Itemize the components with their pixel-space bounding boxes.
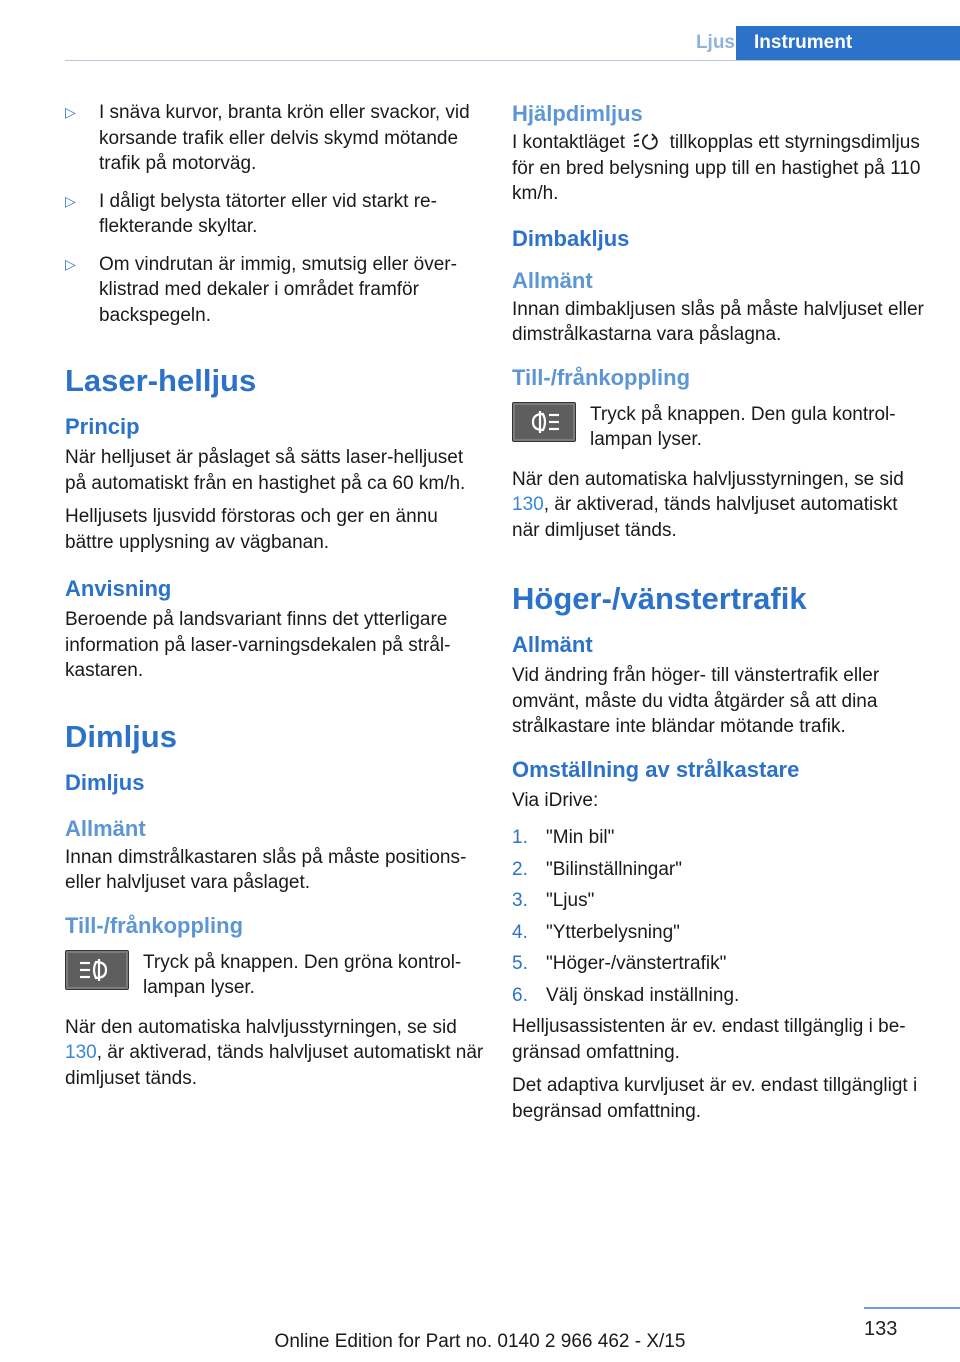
ignition-key-icon (630, 132, 664, 153)
list-item (512, 983, 930, 1009)
heading-allmant-right: Allmänt (512, 267, 593, 293)
step-number: 5. (512, 953, 528, 974)
hjalp-text-post: tillkopplas ett styrningsdimljus för en bred belysning upp till en hastighet på 110 km/h. (512, 132, 921, 204)
step-number: 1. (512, 827, 528, 848)
triangle-bullet-icon: ▷ (65, 255, 76, 272)
hjalp-paragraph (512, 130, 930, 207)
traffic-paragraph: Vid ändring från höger- till vänstertrafik eller omvänt, måste du vidta åtgärder så att dina strålkastare inte bländar mötande trafik. (512, 665, 880, 737)
left-column (65, 100, 485, 1099)
step-text: Välj önskad inställning. (546, 984, 740, 1006)
list-item (512, 920, 930, 946)
triangle-bullet-icon: ▷ (65, 192, 76, 209)
button-description-right: Tryck på knappen. Den gula kontrollampan lyser. (590, 403, 896, 450)
subsection-title-anvisning: Anvisning (65, 576, 172, 601)
tab-instrument[interactable]: Instrument (736, 26, 960, 60)
auto-text-post-right: , är aktiverad, tänds halvljuset automatiskt när dimljuset tänds. (512, 494, 898, 541)
auto-text-post: , är aktiverad, tänds halvljuset automatiskt när dimljuset tänds. (65, 1042, 484, 1089)
triangle-bullet-icon: ▷ (65, 104, 76, 120)
step-text: "Höger-/vänstertrafik" (546, 953, 727, 974)
step-number: 2. (512, 858, 528, 880)
subsection-title-dimljus: Dimljus (65, 769, 145, 795)
bullet-text: I snäva kurvor, branta krön eller svackor, vid korsande trafik eller delvis skymd mötande trafik på motorväg. (99, 102, 470, 174)
auto-text-pre: När den automatiska halvljusstyrningen, se sid (65, 1016, 457, 1038)
step-number: 6. (512, 984, 528, 1006)
auto-paragraph (65, 1015, 485, 1092)
hjalp-text-pre: I kontaktläget (512, 132, 631, 153)
header-rule (65, 60, 960, 61)
page-link-right[interactable]: 130 (512, 494, 544, 515)
section-title-dimljus: Dimljus (65, 718, 177, 754)
step-text: "Ljus" (546, 890, 595, 911)
footer-rule (864, 1307, 960, 1309)
via-idrive: Via iDrive: (512, 789, 599, 811)
section-title-traffic: Höger-/vänstertrafik (512, 581, 807, 616)
button-description: Tryck på knappen. Den gröna kontrollampan lyser. (143, 951, 462, 998)
bullet-item (65, 252, 485, 329)
footer-edition: Online Edition for Part no. 0140 2 966 462 - X/15 (274, 1331, 686, 1352)
front-fog-light-button-icon (65, 950, 129, 990)
princip-paragraph-2: Helljusets ljusvidd förstoras och ger en ännu bättre upplysning av vägbanan. (65, 506, 438, 553)
step-text: "Bilinställningar" (546, 858, 682, 880)
bullet-text: Om vindrutan är immig, smutsig eller överklistrad med dekaler i området framför backspegeln. (99, 253, 457, 326)
section-title-laser: Laser-helljus (65, 363, 257, 398)
list-item (512, 951, 930, 977)
princip-paragraph-1: När helljuset är påslaget så sätts laser-helljuset på automatiskt från en hastighet på ca 60 km/h. (65, 447, 466, 494)
anvisning-paragraph: Beroende på landsvariant finns det ytterligare information på laser-varningsdekalen på strålkastaren. (65, 609, 451, 681)
heading-till-franko-right: Till-/frånkoppling (512, 364, 691, 390)
heading-dimbakljus: Dimbakljus (512, 225, 630, 251)
subsection-title-princip: Princip (65, 414, 140, 439)
page-number: 133 (864, 1318, 898, 1340)
auto-paragraph-right (512, 467, 930, 544)
rear-fog-light-button-icon (512, 402, 576, 442)
step-text: "Ytterbelysning" (546, 921, 680, 943)
bullet-item (65, 189, 485, 240)
allmant-paragraph: Innan dimstrålkastaren slås på måste positions- eller halvljuset vara påslaget. (65, 846, 467, 893)
step-number: 4. (512, 921, 528, 943)
list-item (512, 825, 930, 851)
step-text: "Min bil" (546, 827, 615, 848)
button-instruction (65, 950, 485, 1001)
heading-allmant: Allmänt (65, 815, 146, 841)
heading-till-franko: Till-/frånkoppling (65, 912, 244, 938)
tab-ljus[interactable]: Ljus (695, 32, 735, 53)
heading-omstallning: Omställning av strålkastare (512, 756, 800, 782)
heading-traffic-allmant: Allmänt (512, 632, 593, 657)
right-column (512, 100, 930, 1132)
auto-text-pre-right: När den automatiska halvljusstyrningen, se sid (512, 468, 904, 490)
list-item (512, 857, 930, 883)
page-link[interactable]: 130 (65, 1042, 97, 1063)
note-paragraph-1: Helljusassistenten är ev. endast tillgänglig i begränsad omfattning. (512, 1016, 906, 1063)
heading-hjalpdimljus: Hjälpdimljus (512, 101, 643, 126)
allmant-right-paragraph: Innan dimbakljusen slås på måste halvljuset eller dimstrålkastarna vara påslagna. (512, 298, 924, 345)
bullet-item (65, 100, 485, 177)
bullet-text: I dåligt belysta tätorter eller vid starkt reflekterande skyltar. (99, 190, 437, 237)
list-item (512, 888, 930, 914)
step-number: 3. (512, 890, 528, 911)
note-paragraph-2: Det adaptiva kurvljuset är ev. endast tillgängligt i begränsad omfattning. (512, 1075, 918, 1122)
button-instruction-right (512, 402, 930, 453)
